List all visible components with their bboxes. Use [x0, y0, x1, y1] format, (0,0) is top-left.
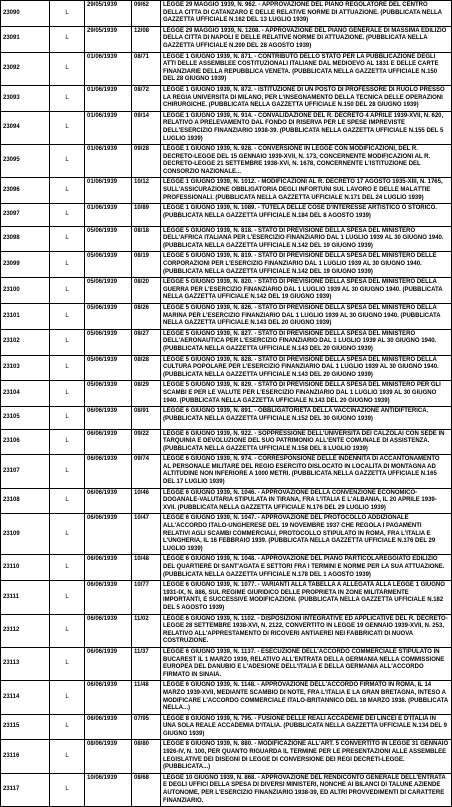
record-description: LEGGE 5 GIUGNO 1939, N. 829. - STATO DI PREVISIONE DELLA SPESA DEL MINISTERO PER GLI SCAMBI E PER LE VALUTE PER L'ESERCIZIO FINANZIARIO DAL 1 LUGLIO 1939 AL 30 GIUGNO 1940. (PUBBLICATA NELLA GAZZETTA UFFICIALE N.143 DEL 20 GIUGNO 1939) [161, 381, 452, 407]
table-row [1, 204, 452, 226]
record-description: LEGGE 1 GIUGNO 1939, N. 1012. - MODIFICAZIONI AL R. DECRETO 17 AGOSTO 1935-XIII, N. 1765, SULL'ASSICURAZIONE OBBLIGATORIA DEGLI INFORTUNI SUL LAVORO E DELLE MALATTIE PROFESSIONALI. (PUBBLICATA NELLA GAZZETTA UFFICIALE N.171 DEL 24 LUGLIO 1939) [161, 178, 452, 204]
table-body [1, 1, 452, 807]
record-category: L [50, 111, 85, 144]
record-category: L [50, 407, 85, 429]
table-row [1, 381, 452, 407]
record-date: 06/06/1939 [85, 555, 132, 581]
record-category: L [50, 204, 85, 226]
record-description: LEGGE 5 GIUGNO 1939, N. 818. - STATO DI PREVISIONE DELLA SPESA DEL MINISTERO DELL'AFRICA ITALIANA PER L'ESERCIZIO FINANZIARIO DAL 1 LUGLIO 1939 AL 30 GIUGNO 1940. (PUBBLICATA NELLA GAZZETTA UFFICIALE N.142 DEL 19 GIUGNO 1939) [161, 226, 452, 252]
table-row [1, 178, 452, 204]
record-date: 05/06/1939 [85, 381, 132, 407]
table-row [1, 455, 452, 488]
record-date: 01/06/1939 [85, 204, 132, 226]
record-category: L [50, 355, 85, 381]
record-category: L [50, 740, 85, 773]
record-code: 11/48 [132, 681, 161, 714]
record-code: 09/62 [132, 1, 161, 27]
record-code: 08/26 [132, 303, 161, 329]
record-date: 01/06/1939 [85, 111, 132, 144]
record-date: 05/06/1939 [85, 226, 132, 252]
record-category: L [50, 488, 85, 514]
record-date: 01/06/1939 [85, 52, 132, 85]
record-date: 06/06/1939 [85, 429, 132, 455]
record-code: 07/95 [132, 714, 161, 740]
table-row [1, 647, 452, 680]
record-number: 23103 [1, 355, 50, 381]
record-code: 10/77 [132, 581, 161, 614]
record-code: 09/14 [132, 111, 161, 144]
record-category: L [50, 555, 85, 581]
record-description: LEGGE 5 GIUGNO 1939, N. 827. - STATO DI PREVISIONE DELLA SPESA DEL MINISTERO DELL'AERONAUTICA PER L'ESERCIZIO FINANZIARIO DAL 1 LUGLIO 1939 AL 30 GIUGNO 1940. (PUBBLICATA NELLA GAZZETTA UFFICIALE N.143 DEL 20 GIUGNO 1939) [161, 329, 452, 355]
record-category: L [50, 252, 85, 278]
record-category: L [50, 226, 85, 252]
table-row [1, 581, 452, 614]
record-date: 08/06/1939 [85, 740, 132, 773]
record-number: 23091 [1, 26, 50, 52]
record-number: 23095 [1, 145, 50, 178]
record-code: 09/74 [132, 455, 161, 488]
record-category: L [50, 773, 85, 806]
record-number: 23114 [1, 681, 50, 714]
table-row [1, 429, 452, 455]
record-date: 06/06/1939 [85, 614, 132, 647]
record-code: 09/22 [132, 429, 161, 455]
record-code: 08/29 [132, 381, 161, 407]
record-category: L [50, 178, 85, 204]
table-row [1, 555, 452, 581]
record-date: 06/06/1939 [85, 455, 132, 488]
table-row [1, 488, 452, 514]
record-code: 08/27 [132, 329, 161, 355]
record-description: LEGGE 8 GIUGNO 1939, N. 795. - FUSIONE DELLE REALI ACCADEMIE DEI LINCEI E D'ITALIA IN UNA SOLA REALE ACCADEMIA D'ITALIA. (PUBBLICATA NELLA GAZZETTA UFFICIALE N.134 DEL 9 GIUGNO 1939) [161, 714, 452, 740]
record-category: L [50, 26, 85, 52]
record-date: 05/06/1939 [85, 329, 132, 355]
record-code: 10/12 [132, 178, 161, 204]
record-category: L [50, 681, 85, 714]
record-number: 23100 [1, 278, 50, 304]
record-number: 23093 [1, 85, 50, 111]
record-description: LEGGE 1 GIUGNO 1939, N. 871. - CONTRIBUTO DELLO STATO PER LA PUBBLICAZIONE DEGLI ATTI DELLE ASSEMBLEE COSTITUZIONALI ITALIANE DAL MEDIOEVO AL 1831 E DELLE CARTE FINANZIARIE DELLA REPUBBLICA VENETA. (PUBBLICATA NELLA GAZZETTA UFFICIALE N.150 DEL 28 GIUGNO 1939) [161, 52, 452, 85]
record-description: LEGGE 1 GIUGNO 1939, N. 872. - ISTITUZIONE DI UN POSTO DI PROFESSORE DI RUOLO PRESSO LA REGIA UNIVERSITA DI MILANO, PER L'INSEGNAMENTO DELLA TECNICA DELLE OPERAZIONI CHIRURGICHE. (PUBBLICATA NELLA GAZZETTA UFFICIALE N.150 DEL 28 GIUGNO 1939) [161, 85, 452, 111]
record-number: 23110 [1, 555, 50, 581]
record-description: LEGGE 6 GIUGNO 1939, N. 1048. - APPROVAZIONE DEL PIANO PARTICOLAREGGIATO EDILIZIO DEL QUARTIERE DI SANT'AGATA E SETTORI FRA I TERMINI E NORME PER LA SUA ATTUAZIONE. (PUBBLICATA NELLA GAZZETTA UFFICIALE N.178 DEL 1 AGOSTO 1939) [161, 555, 452, 581]
record-number: 23098 [1, 226, 50, 252]
record-date: 05/06/1939 [85, 252, 132, 278]
record-category: L [50, 714, 85, 740]
record-code: 10/47 [132, 514, 161, 555]
record-number: 23107 [1, 455, 50, 488]
record-category: L [50, 647, 85, 680]
table-row [1, 681, 452, 714]
record-date: 06/06/1939 [85, 514, 132, 555]
record-code: 12/08 [132, 26, 161, 52]
record-code: 08/80 [132, 740, 161, 773]
record-description: LEGGE 29 MAGGIO 1939, N. 962. - APPROVAZIONE DEL PIANO REGOLATORE DEL CENTRO DELLA CITTA DI CATANZARO E DELLE RELATIVE NORME DI ATTUAZIONE. (PUBBLICATA NELLA GAZZETTA UFFICIALE N.162 DEL 13 LUGLIO 1939) [161, 1, 452, 27]
record-date: 06/06/1939 [85, 647, 132, 680]
record-code: 08/20 [132, 278, 161, 304]
record-category: L [50, 145, 85, 178]
record-description: LEGGE 6 GIUGNO 1939, N. 1102. - DISPOSIZIONI INTEGRATIVE ED APPLICATIVE DEL R. DECRETO-LEGGE 28 SETTEMBRE 1938-XVI, N. 2122, CONVERTITO IN LEGGE 19 GENNAIO 1939-XVII, N. 253, RELATIVO ALL'APPRESTAMENTO DI RICOVERI ANTIAEREI NEI FABBRICATI DI NUOVA COSTRUZIONE. [161, 614, 452, 647]
record-number: 23092 [1, 52, 50, 85]
record-date: 06/06/1939 [85, 407, 132, 429]
record-date: 29/05/1939 [85, 1, 132, 27]
record-number: 23102 [1, 329, 50, 355]
record-number: 23112 [1, 614, 50, 647]
record-number: 23097 [1, 204, 50, 226]
record-description: LEGGE 6 GIUGNO 1939, N. 922. - SOPPRESSIONE DELL'UNIVERSITA DEI CALZOLAI CON SEDE IN TARQUINIA E DEVOLUZIONE DEL SUO PATRIMONIO ALL'ENTE COMUNALE DI ASSISTENZA. (PUBBLICATA NELLA GAZZETTA UFFICIALE N.158 DEL 8 LUGLIO 1939) [161, 429, 452, 455]
record-number: 23101 [1, 303, 50, 329]
record-number: 23105 [1, 407, 50, 429]
record-description: LEGGE 1 GIUGNO 1939, N. 914. - CONVALIDAZIONE DEL R. DECRETO 4 APRILE 1939-XVII, N. 620, RELATIVO A PRELEVAMENTO DAL FONDO DI RISERVA PER LE SPESE IMPREVISTE DELL'ESERCIZIO FINANZIARIO 1938-39. (PUBBLICATA NELLA GAZZETTA UFFICIALE N.155 DEL 5 LUGLIO 1939) [161, 111, 452, 144]
record-date: 01/06/1939 [85, 178, 132, 204]
record-category: L [50, 614, 85, 647]
record-description: LEGGE 6 GIUGNO 1939, N. 1077. - VARIANTI ALLA TABELLA A ALLEGATA ALLA LEGGE 1 GIUGNO 1931-IX, N. 886, SUL REGIME GIURIDICO DELLE PROPRIETA IN ZONE MILITARMENTE IMPORTANTI, E SUCCESSIVE MODIFICAZIONI. (PUBBLICATA NELLA GAZZETTA UFFICIALE N.182 DEL 5 AGOSTO 1939) [161, 581, 452, 614]
record-date: 06/06/1939 [85, 488, 132, 514]
record-number: 23115 [1, 714, 50, 740]
record-number: 23109 [1, 514, 50, 555]
record-code: 10/48 [132, 555, 161, 581]
table-row [1, 278, 452, 304]
table-row [1, 52, 452, 85]
record-category: L [50, 278, 85, 304]
table-row [1, 226, 452, 252]
record-category: L [50, 85, 85, 111]
record-number: 23096 [1, 178, 50, 204]
record-code: 08/91 [132, 407, 161, 429]
record-number: 23117 [1, 773, 50, 806]
record-date: 05/06/1939 [85, 303, 132, 329]
record-category: L [50, 329, 85, 355]
record-number: 23111 [1, 581, 50, 614]
record-description: LEGGE 5 GIUGNO 1939, N. 819. - STATO DI PREVISIONE DELLA SPESA DEL MINISTERO DELLE CORPORAZIONI PER L'ESERCIZIO FINANZIARIO DAL 1 LUGLIO 1939 AL 30 GIUGNO 1940. (PUBBLICATA NELLA GAZZETTA UFFICIALE N.142 DEL 19 GIUGNO 1939) [161, 252, 452, 278]
record-description: LEGGE 29 MAGGIO 1939, N. 1208. - APPROVAZIONE DEL PIANO GENERALE DI MASSIMA EDILIZIO DELLA CITTA DI NAPOLI E DELLE RELATIVE NORME DI ATTUAZIONE. (PUBBLICATA NELLA GAZZETTA UFFICIALE N.200 DEL 28 AGOSTO 1939) [161, 26, 452, 52]
record-description: LEGGE 6 GIUGNO 1939, N. 1137. - ESECUZIONE DELL'ACCORDO COMMERCIALE STIPULATO IN BUCAREST IL 1 MARZO 1939, RELATIVO ALL'ENTRATA DELLA GERMANIA NELLA COMMISSIONE EUROPEA DEL DANUBIO E L'ADESIONE DELL'ITALIA E DELLA GERMANIA ALL'ACCORDO FIRMATO IN SINAIA. [161, 647, 452, 680]
record-category: L [50, 303, 85, 329]
record-description: LEGGE 6 GIUGNO 1939, N. 1047. - APPROVAZIONE DEL PROTOCOLLO ADDIZIONALE ALL'ACCORDO ITALO-UNGHERESE DEL 19 NOVEMBRE 1937 CHE REGOLA I PAGAMENTI RELATIVI AGLI SCAMBI COMMERCIALI, PROTOCOLLO STIPULATO IN ROMA, FRA L'ITALIA E L'UNGHERIA, IL 16 FEBBRAIO 1939. (PUBBLICATA NELLA GAZZETTA UFFICIALE N.176 DEL 29 LUGLIO 1939) [161, 514, 452, 555]
record-date: 01/06/1939 [85, 145, 132, 178]
table-row [1, 252, 452, 278]
record-description: LEGGE 10 GIUGNO 1939, N. 868. - APPROVAZIONE DEL RENDICONTO GENERALE DELL'ENTRATA E DEGLI UFFICI DELLA SPESA DI DIVERSI MINISTERI, NONCHE AI BILANCI DI TALUNE AZIENDE AUTONOME, PER L'ESERCIZIO FINANZIARIO 1938-39, ED ALTRI PROVVEDIMENTI DI CARATTERE FINANZIARIO. [161, 773, 452, 806]
record-description: LEGGE 5 GIUGNO 1939, N. 826. - STATO DI PREVISIONE DELLA SPESA DEL MINISTERO DELLA MARINA PER L'ESERCIZIO FINANZIARIO DAL 1 LUGLIO 1939 AL 30 GIUGNO 1940. (PUBBLICATA NELLA GAZZETTA UFFICIALE N.143 DEL 20 GIUGNO 1939) [161, 303, 452, 329]
record-code: 08/18 [132, 226, 161, 252]
record-category: L [50, 581, 85, 614]
record-date: 06/06/1939 [85, 681, 132, 714]
record-date: 01/06/1939 [85, 85, 132, 111]
table-row [1, 614, 452, 647]
record-code: 08/28 [132, 355, 161, 381]
record-description: LEGGE 8 GIUGNO 1939, N. 880. - MODIFICAZIONE ALL'ART. 5 CONVERTITO IN LEGGE 31 GENNAIO 1926-IV, N. 100, PER QUANTO RIGUARDA IL TERMINE PER LE PRESENTAZIONI ALLE ASSEMBLEE LEGISLATIVE DEI DISEGNI DI LEGGE DI CONVERSIONE DEI REGI DECRETI-LEGGE. (PUBBLICATA...) [161, 740, 452, 773]
record-code: 11/37 [132, 647, 161, 680]
record-number: 23094 [1, 111, 50, 144]
record-number: 23090 [1, 1, 50, 27]
table-row [1, 303, 452, 329]
record-number: 23104 [1, 381, 50, 407]
record-description: LEGGE 6 GIUGNO 1939, N. 1148. - APPROVAZIONE DELL'ACCORDO FIRMATO IN ROMA, IL 14 MARZO 1939-XVII, MEDIANTE SCAMBIO DI NOTE, FRA L'ITALIA E LA GRAN BRETAGNA, INTESO A MODIFICARE L'ACCORDO COMMERCIALE ITALO-BRITANNICO DEL 18 MARZO 1938. (PUBBLICATA NELLA...) [161, 681, 452, 714]
record-description: LEGGE 6 GIUGNO 1939, N. 891. - OBBLIGATORIETA DELLA VACCINAZIONE ANTIDIFTERICA. (PUBBLICATA NELLA GAZZETTA UFFICIALE N.152 DEL 30 GIUGNO 1939) [161, 407, 452, 429]
record-date: 06/06/1939 [85, 714, 132, 740]
record-code: 08/19 [132, 252, 161, 278]
table-row [1, 26, 452, 52]
record-category: L [50, 52, 85, 85]
record-code: 10/89 [132, 204, 161, 226]
record-date: 05/06/1939 [85, 278, 132, 304]
record-date: 10/06/1939 [85, 773, 132, 806]
record-code: 09/28 [132, 145, 161, 178]
record-code: 08/68 [132, 773, 161, 806]
record-category: L [50, 514, 85, 555]
record-code: 08/72 [132, 85, 161, 111]
table-row [1, 145, 452, 178]
record-date: 05/06/1939 [85, 355, 132, 381]
record-description: LEGGE 6 GIUGNO 1939, N. 974. - CORRESPONSIONE DELLE INDENNITA DI ACCANTONAMENTO AL PERSONALE MILITARE DEL REGIO ESERCITO DISLOCATO IN LOCALITA DI MONTAGNA AD ALTITUDINE NON INFERIORE A 1000 METRI. (PUBBLICATA NELLA GAZZETTA UFFICIALE N.165 DEL 17 LUGLIO 1939) [161, 455, 452, 488]
record-description: LEGGE 6 GIUGNO 1939, N. 1046. - APPROVAZIONE DELLA CONVENZIONE ECONOMICO-DOGANALE-VALUTARIA STIPULATA IN TIRANA, FRA L'ITALIA E L'ALBANIA, IL 20 APRILE 1939-XVII. (PUBBLICATA NELLA GAZZETTA UFFICIALE N.176 DEL 29 LUGLIO 1939) [161, 488, 452, 514]
record-category: L [50, 455, 85, 488]
table-row [1, 85, 452, 111]
record-description: LEGGE 5 GIUGNO 1939, N. 820. - STATO DI PREVISIONE DELLA SPESA DEL MINISTERO DELLA GUERRA PER L'ESERCIZIO FINANZIARIO DAL 1 LUGLIO 1939 AL 30 GIUGNO 1940. (PUBBLICATA NELLA GAZZETTA UFFICIALE N.142 DEL 19 GIUGNO 1939) [161, 278, 452, 304]
record-number: 23099 [1, 252, 50, 278]
record-date: 29/05/1939 [85, 26, 132, 52]
record-code: 10/46 [132, 488, 161, 514]
table-row [1, 355, 452, 381]
record-number: 23113 [1, 647, 50, 680]
record-date: 06/06/1939 [85, 581, 132, 614]
record-number: 23108 [1, 488, 50, 514]
record-description: LEGGE 1 GIUGNO 1939, N. 1089. - TUTELA DELLE COSE D'INTERESSE ARTISTICO O STORICO. (PUBBLICATA NELLA GAZZETTA UFFICIALE N.184 DEL 8 AGOSTO 1939) [161, 204, 452, 226]
table-row [1, 773, 452, 806]
record-category: L [50, 1, 85, 27]
table-row [1, 714, 452, 740]
record-number: 23106 [1, 429, 50, 455]
table-row [1, 514, 452, 555]
record-description: LEGGE 5 GIUGNO 1939, N. 828. - STATO DI PREVISIONE DELLA SPESA DEL MINISTERO DELLA CULTURA POPOLARE PER L'ESERCIZIO FINANZIARIO DAL 1 LUGLIO 1939 AL 30 GIUGNO 1940. (PUBBLICATA NELLA GAZZETTA UFFICIALE N.143 DEL 20 GIUGNO 1939) [161, 355, 452, 381]
table-row [1, 329, 452, 355]
table-row [1, 111, 452, 144]
record-number: 23116 [1, 740, 50, 773]
table-row [1, 1, 452, 27]
record-category: L [50, 429, 85, 455]
record-description: LEGGE 1 GIUGNO 1939, N. 928. - CONVERSIONE IN LEGGE CON MODIFICAZIONI, DEL R. DECRETO-LEGGE DEL 15 GENNAIO 1939-XVII, N. 173, CONCERNENTE MODIFICAZIONI AL R. DECRETO-LEGGE 21 SETTEMBRE 1938-XVI, N. 1678, CONCERNENTE L'ISTITUZIONE DEL CONSORZIO NAZIONALE... [161, 145, 452, 178]
record-category: L [50, 381, 85, 407]
table-row [1, 407, 452, 429]
table-row [1, 740, 452, 773]
record-code: 11/02 [132, 614, 161, 647]
record-code: 08/71 [132, 52, 161, 85]
